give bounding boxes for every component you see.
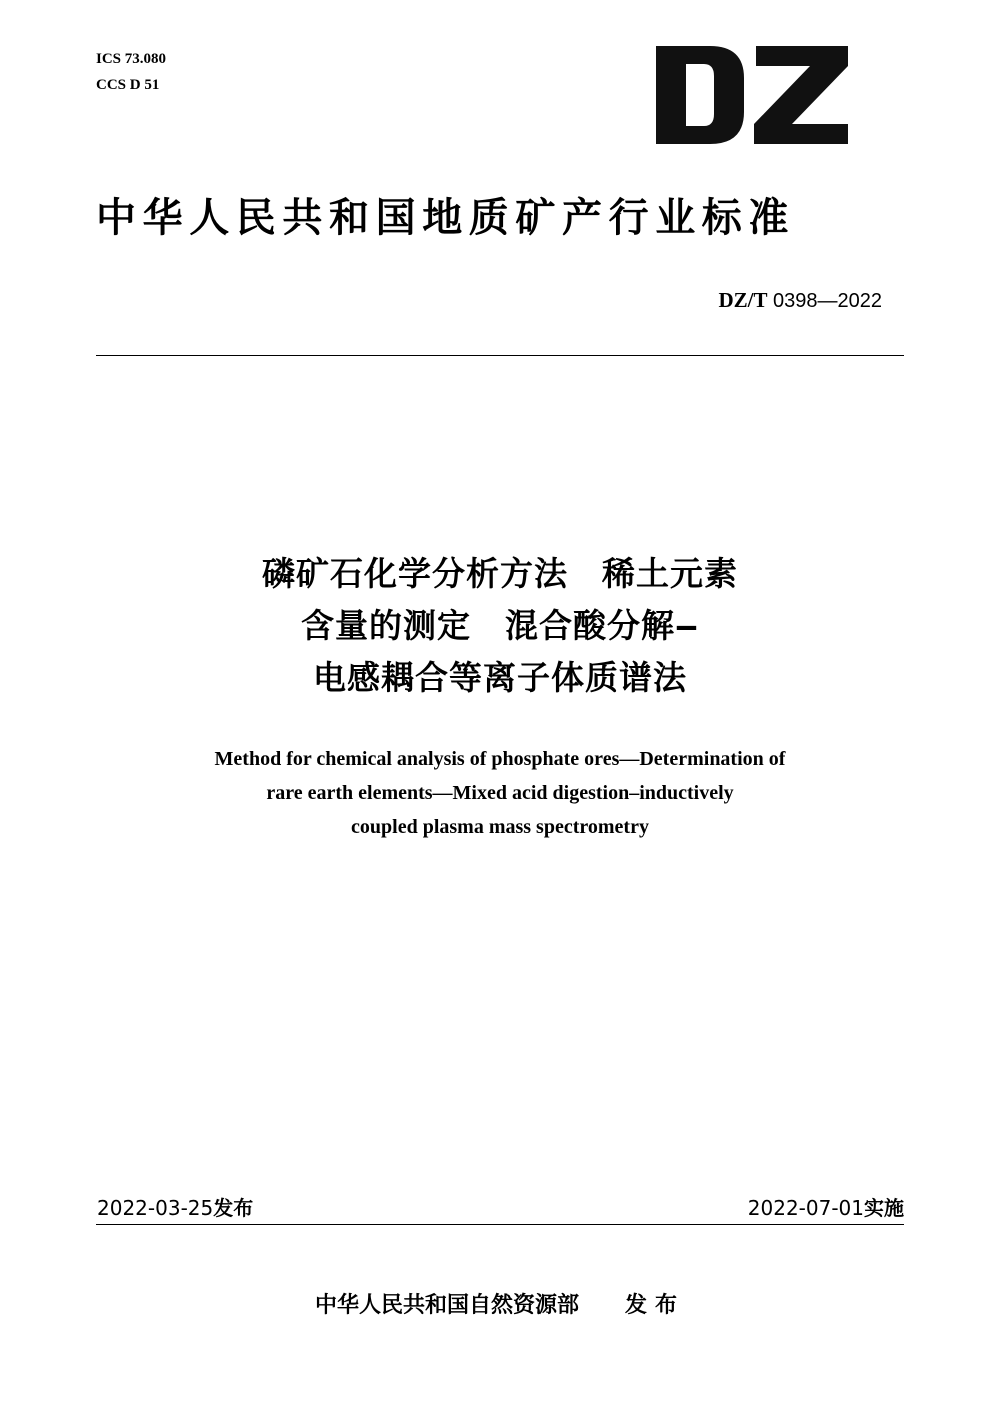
english-title-line: coupled plasma mass spectrometry bbox=[351, 816, 649, 838]
effective-date bbox=[748, 1194, 904, 1222]
publisher-name: 中华人民共和国自然资源部 bbox=[314, 1293, 579, 1318]
chinese-title-line: 电感耦合等离子体质谱法 bbox=[313, 658, 687, 697]
classification-codes bbox=[96, 46, 166, 98]
standard-number bbox=[718, 286, 882, 315]
english-title bbox=[0, 742, 1000, 844]
chinese-title bbox=[0, 548, 1000, 704]
english-title-line: Method for chemical analysis of phosphate ores—Determination of bbox=[214, 748, 786, 770]
bottom-divider bbox=[96, 1224, 904, 1225]
chinese-title-line: 磷矿石化学分析方法 稀土元素 bbox=[262, 554, 738, 593]
english-title-line: rare earth elements—Mixed acid digestion‒inductively bbox=[266, 782, 734, 804]
issue-date bbox=[97, 1194, 253, 1222]
top-divider bbox=[96, 355, 904, 356]
effective-date-value: 2022-07-01 bbox=[747, 1196, 864, 1220]
publisher-issue-label: 发布 bbox=[625, 1293, 686, 1318]
issue-date-value: 2022-03-25 bbox=[97, 1196, 214, 1220]
standard-number-prefix: DZ/T bbox=[718, 288, 768, 312]
ics-code: ICS 73.080 bbox=[96, 51, 167, 67]
ccs-code: CCS D 51 bbox=[96, 77, 160, 93]
standard-category-title: 中华人民共和国地质矿产行业标准 bbox=[96, 195, 795, 241]
chinese-title-line: 含量的测定 混合酸分解‒ bbox=[301, 606, 699, 645]
issue-date-label: 发布 bbox=[213, 1196, 254, 1220]
dz-logo bbox=[652, 44, 852, 146]
publisher bbox=[0, 1290, 1000, 1322]
effective-date-label: 实施 bbox=[864, 1196, 904, 1220]
standard-number-value: 0398—2022 bbox=[773, 290, 882, 312]
